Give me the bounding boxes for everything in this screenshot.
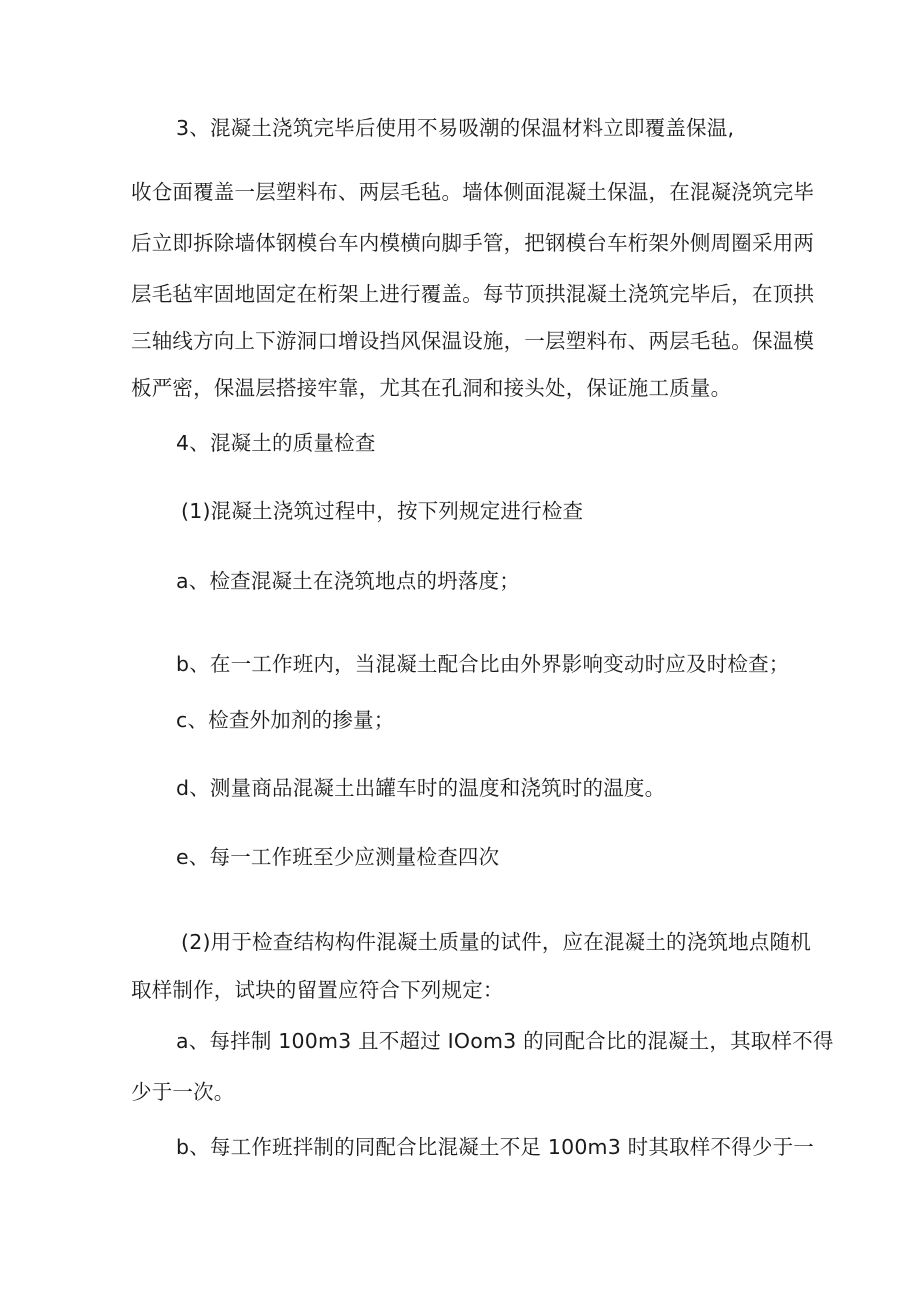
section3-line1: 3、混凝土浇筑完毕后使用不易吸潮的保温材料立即覆盖保温, [176,116,735,140]
sub2-title-line1: (2)用于检查结构构件混凝土质量的试件，应在混凝土的浇筑地点随机 [181,930,811,954]
section3-line5: 三轴线方向上下游洞口增设挡风保温设施，一层塑料布、两层毛毡。保温模 [131,329,815,353]
sub2-item-b-line1: b、每工作班拌制的同配合比混凝土不足 100m3 时其取样不得少于一 [176,1135,814,1159]
sub1-item-a: a、检查混凝土在浇筑地点的坍落度； [176,569,520,593]
section4-heading: 4、混凝土的质量检查 [176,431,376,455]
section3-line3: 后立即拆除墙体钢模台车内模横向脚手管，把钢模台车桁架外侧周圈采用两 [131,231,815,255]
sub1-title: (1)混凝土浇筑过程中，按下列规定进行检查 [181,499,584,523]
sub2-title-line2: 取样制作，试块的留置应符合下列规定： [131,978,504,1002]
sub2-item-a-line1: a、每拌制 100m3 且不超过 IOom3 的同配合比的混凝土，其取样不得 [176,1029,834,1053]
sub1-item-b: b、在一工作班内，当混凝土配合比由外界影响变动时应及时检查； [176,652,790,676]
sub2-item-a-line2: 少于一次。 [131,1080,235,1104]
sub1-item-d: d、测量商品混凝土出罐车时的温度和浇筑时的温度。 [176,776,666,800]
sub1-item-c: c、检查外加剂的掺量； [176,708,395,732]
section3-line6: 板严密，保温层搭接牢靠，尤其在孔洞和接头处，保证施工质量。 [131,376,732,400]
sub1-item-e: e、每一工作班至少应测量检查四次 [176,845,500,869]
section3-line4: 层毛毡牢固地固定在桁架上进行覆盖。每节顶拱混凝土浇筑完毕后，在顶拱 [131,282,815,306]
section3-line2: 收仓面覆盖一层塑料布、两层毛毡。墙体侧面混凝土保温，在混凝浇筑完毕 [131,180,815,204]
